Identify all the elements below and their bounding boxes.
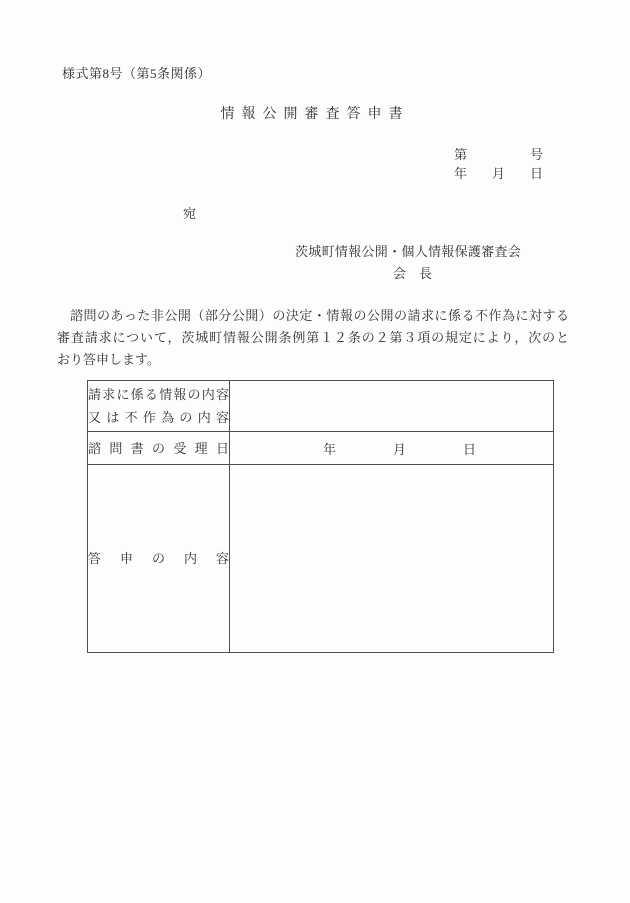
table-row-request-info <box>88 381 554 432</box>
request-info-value-cell <box>230 381 554 432</box>
body-line: 諮問のあった非公開（部分公開）の決定・情報の公開の請求に係る不作為に対する <box>70 308 569 323</box>
body-paragraph <box>57 305 569 371</box>
request-info-label-line: 又は不作為の内容 <box>88 410 229 425</box>
receipt-date-value-cell <box>230 432 554 465</box>
table-row-receipt-date <box>88 432 554 465</box>
answer-label-cell <box>88 465 230 653</box>
date-day-label: 日 <box>529 166 543 181</box>
date-year-label: 年 <box>454 166 468 181</box>
doc-number-suffix: 号 <box>529 147 543 162</box>
receipt-date-label-cell <box>88 432 230 465</box>
issuer-organization: 茨城町情報公開・個人情報保護審査会 <box>295 244 522 259</box>
reference-block <box>454 145 543 183</box>
form-number: 様式第8号（第5条関係） <box>62 66 212 81</box>
document-title: 情報公開審査答申書 <box>220 107 410 122</box>
answer-value-cell <box>230 465 554 653</box>
body-line: 審査請求について，茨城町情報公開条例第１２条の２第３項の規定により，次のと <box>57 330 569 345</box>
receipt-month-label: 月 <box>392 441 406 457</box>
receipt-date-value <box>323 439 476 458</box>
table-row-answer <box>88 465 554 653</box>
answer-table <box>87 380 554 653</box>
doc-number-prefix: 第 <box>454 147 468 162</box>
addressee-label: 宛 <box>183 206 197 221</box>
body-line: おり答申します。 <box>57 352 160 367</box>
issuer-role: 会 長 <box>393 266 433 281</box>
request-info-label-cell <box>88 381 230 432</box>
answer-label: 答申の内容 <box>88 551 229 566</box>
receipt-year-label: 年 <box>323 441 337 457</box>
receipt-day-label: 日 <box>462 441 476 457</box>
date-line <box>454 164 543 183</box>
date-month-label: 月 <box>491 166 505 181</box>
receipt-date-label: 諮問書の受理日 <box>88 440 229 456</box>
request-info-label-line: 請求に係る情報の内容 <box>88 387 229 402</box>
doc-number-line <box>454 145 543 164</box>
